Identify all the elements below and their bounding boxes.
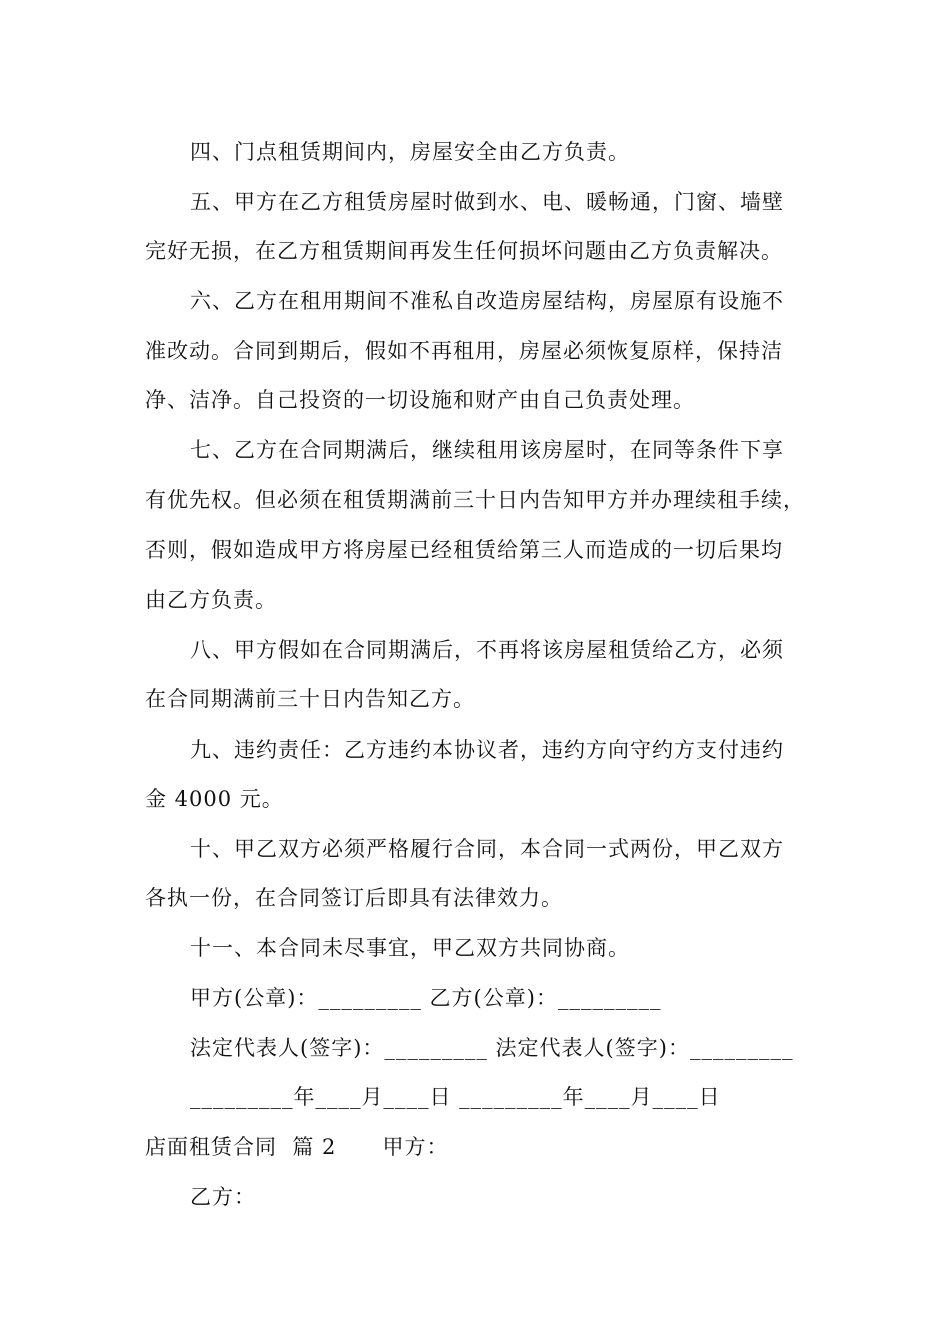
date-line: _________年____月____日 _________年____月____日 — [190, 1085, 721, 1109]
clause-6-line-1: 六、乙方在租用期间不准私自改造房屋结构，房屋原有设施不 — [190, 289, 784, 313]
clause-6-line-2: 准改动。合同到期后，假如不再租用，房屋必须恢复原样，保持洁 — [145, 339, 783, 363]
clause-8-line-2: 在合同期满前三十日内告知乙方。 — [145, 687, 475, 711]
party-b-label: 乙方： — [190, 1185, 256, 1209]
clause-10-line-2: 各执一份，在合同签订后即具有法律效力。 — [145, 886, 563, 910]
clause-10-line-1: 十、甲乙双方必须严格履行合同，本合同一式两份，甲乙双方 — [190, 837, 784, 861]
clause-11: 十一、本合同未尽事宜，甲乙双方共同协商。 — [190, 936, 630, 960]
seal-line: 甲方(公章)：_________ 乙方(公章)：_________ — [190, 986, 662, 1010]
clause-6-line-3: 净、洁净。自己投资的一切设施和财产由自己负责处理。 — [145, 388, 695, 412]
clause-7-line-1: 七、乙方在合同期满后，继续租用该房屋时，在同等条件下享 — [190, 438, 784, 462]
clause-5-line-2: 完好无损，在乙方租赁期间再发生任何损坏问题由乙方负责解决。 — [145, 239, 783, 263]
clause-9-line-1: 九、违约责任：乙方违约本协议者，违约方向守约方支付违约 — [190, 738, 784, 762]
clause-5-line-1: 五、甲方在乙方租赁房屋时做到水、电、暖畅通，门窗、墙壁 — [190, 190, 784, 214]
section-2-heading: 店面租赁合同 篇 2 甲方： — [145, 1135, 449, 1159]
clause-9-line-2: 金 4000 元。 — [145, 787, 284, 811]
clause-7-line-2: 有优先权。但必须在租赁期满前三十日内告知甲方并办理续租手续， — [145, 488, 805, 512]
signature-line: 法定代表人(签字)：_________ 法定代表人(签字)：_________ — [190, 1036, 794, 1060]
clause-7-line-4: 由乙方负责。 — [145, 588, 277, 612]
clause-4: 四、门点租赁期间内，房屋安全由乙方负责。 — [190, 140, 630, 164]
clause-8-line-1: 八、甲方假如在合同期满后，不再将该房屋租赁给乙方，必须 — [190, 638, 784, 662]
clause-7-line-3: 否则，假如造成甲方将房屋已经租赁给第三人而造成的一切后果均 — [145, 538, 783, 562]
